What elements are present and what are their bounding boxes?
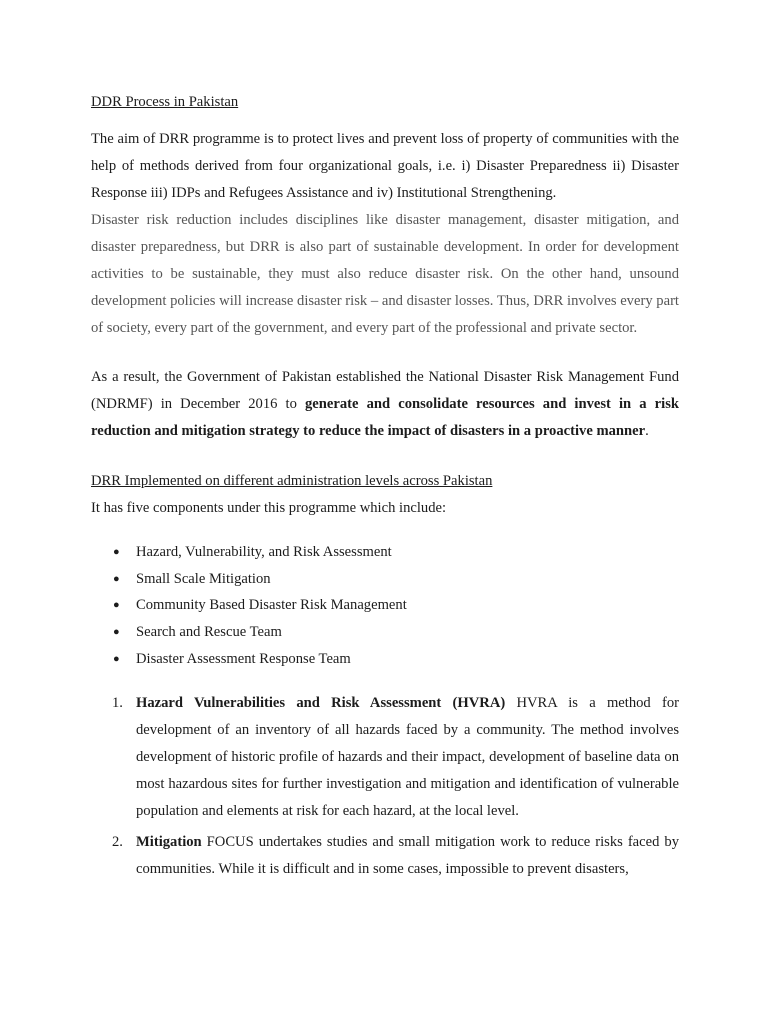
bullet-icon: ● [113,626,120,639]
bullet-icon: ● [113,599,120,612]
item-text: FOCUS undertakes studies and small mitigation work to reduce risks faced by communities. While it is difficult and in some cases, impossible to prevent disasters, [136,833,679,877]
ndrmf-end: . [645,423,649,439]
list-item [91,646,679,673]
ndrmf-bold-text: generate and consolidate resources and invest in a risk reduction and mitigation strategy to reduce the impact of disasters in a proactive manner [91,396,679,439]
bullet-icon: ● [113,572,120,585]
list-item-text: Hazard, Vulnerability, and Risk Assessment [136,544,392,560]
list-item-text: Search and Rescue Team [136,624,282,641]
item-body [136,829,679,883]
item-title: Mitigation [136,833,202,850]
numbered-item-mitigation [91,829,679,883]
item-number: 2. [112,833,123,850]
item-body [136,690,679,825]
heading-drr-implemented: DRR Implemented on different administration levels across Pakistan [91,473,493,489]
paragraph-components-intro: It has five components under this programme which include: [91,500,447,516]
document-page [91,89,679,887]
list-item [91,619,679,646]
heading-ddr-process: DDR Process in Pakistan [91,94,239,110]
item-number: 1. [112,694,123,711]
paragraph-ndrmf [91,364,679,445]
list-item [91,592,679,619]
list-item-text: Small Scale Mitigation [136,570,271,587]
paragraph-drr-disciplines: Disaster risk reduction includes disciplines like disaster management, disaster mitigation, and disaster preparedness, but DRR is also part of sustainable development. In order for development activities to be sustainable, they must also reduce disaster risk. On the other hand, unsound development policies will increase disaster risk – and disaster losses. Thus, DRR involves every part of society, every part of the government, and every part of the professional and private sector. [91,212,679,336]
item-text: HVRA is a method for development of an inventory of all hazards faced by a community. The method involves development of historic profile of hazards and their impact, development of baseline data on most hazardous sites for further investigation and mitigation and identification of vulnerable population and elements at risk for each hazard, at the local level. [136,694,679,819]
list-item [91,566,679,593]
ndrmf-text: As a result, the Government of Pakistan established the National Disaster Risk Management Fund (NDRMF) in December 2016 to [91,369,679,412]
numbered-item-hvra [91,690,679,825]
list-item-text: Disaster Assessment Response Team [136,650,351,667]
bullet-icon: ● [113,546,120,558]
components-bullet-list [91,539,679,673]
components-numbered-list [91,690,679,883]
bullet-icon: ● [113,652,120,665]
list-item [91,539,679,566]
paragraph-drr-aim: The aim of DRR programme is to protect lives and prevent loss of property of communities with the help of methods derived from four organizational goals, i.e. i) Disaster Preparedness ii) Disaster Response iii) IDPs and Refugees Assistance and iv) Institutional Strengthening. [91,131,679,201]
list-item-text: Community Based Disaster Risk Management [136,597,407,614]
item-title: Hazard Vulnerabilities and Risk Assessment (HVRA) [136,694,506,711]
